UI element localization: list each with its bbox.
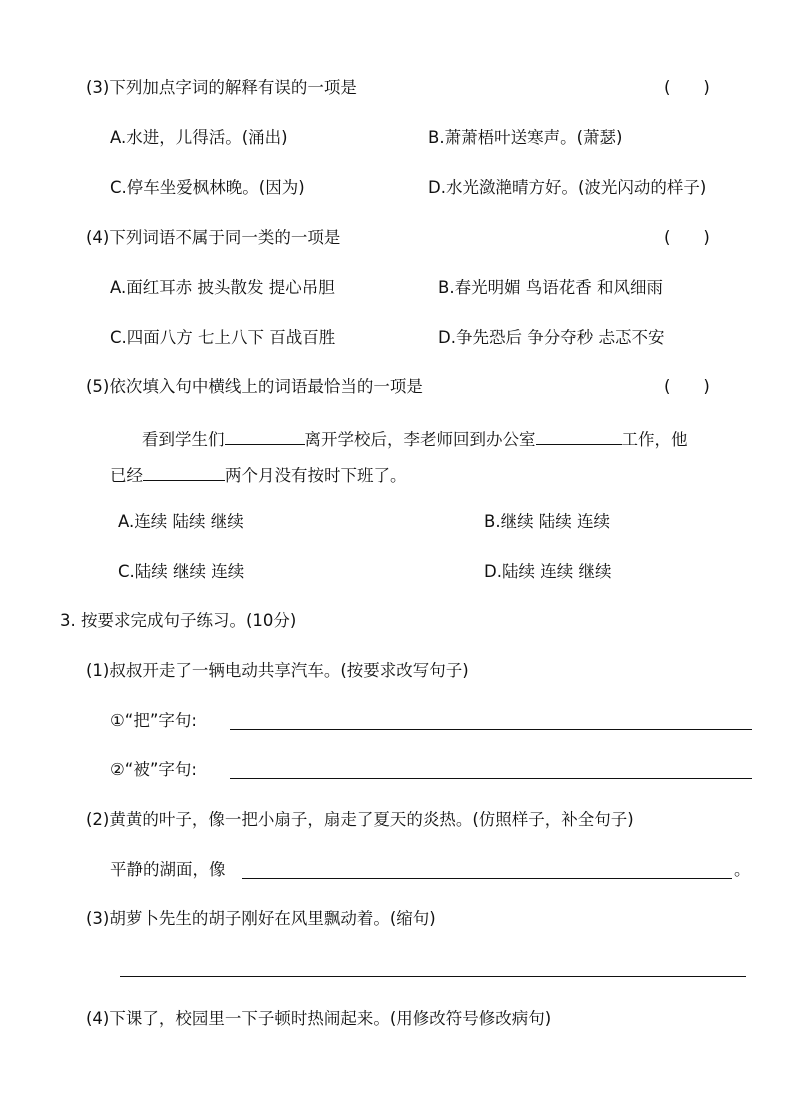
item3-stem: (3)胡萝卜先生的胡子刚好在风里飘动着。(缩句) <box>86 909 436 928</box>
section3-heading: 3. 按要求完成句子练习。(10分) <box>60 611 297 630</box>
item2-suffix: 。 <box>734 860 751 879</box>
q3-stem: (3)下列加点字词的解释有误的一项是 <box>86 78 357 97</box>
q5-option-c: C.陆续 继续 连续 <box>118 562 245 581</box>
q4-option-c: C.四面八方 七上八下 百战百胜 <box>110 328 336 347</box>
q5-blank-1[interactable] <box>225 426 305 445</box>
item1-bei-label: ②“被”字句: <box>110 760 197 779</box>
q5-stem: (5)依次填入句中横线上的词语最恰当的一项是 <box>86 377 423 396</box>
q4-option-d: D.争先恐后 争分夺秒 忐忑不安 <box>438 328 665 347</box>
item1-stem: (1)叔叔开走了一辆电动共享汽车。(按要求改写句子) <box>86 661 469 680</box>
q4-option-a: A.面红耳赤 披头散发 提心吊胆 <box>110 278 335 297</box>
item4-stem: (4)下课了，校园里一下子顿时热闹起来。(用修改符号修改病句) <box>86 1009 552 1028</box>
q5-option-d: D.陆续 连续 继续 <box>484 562 612 581</box>
q5-blank-3[interactable] <box>143 462 225 481</box>
item3-answer-line[interactable] <box>120 976 746 977</box>
q5-sentence-part4: 已经 <box>110 466 143 485</box>
item1-ba-answer-line[interactable] <box>230 729 752 730</box>
q5-sentence-line1 <box>142 426 688 451</box>
q4-answer-paren: ( ) <box>664 228 710 247</box>
q3-answer-paren: ( ) <box>664 78 710 97</box>
q4-stem: (4)下列词语不属于同一类的一项是 <box>86 228 341 247</box>
q3-option-b: B.萧萧梧叶送寒声。(萧瑟) <box>428 128 623 147</box>
q5-sentence-part3: 工作，他 <box>621 430 688 449</box>
item1-ba-label: ①“把”字句: <box>110 711 197 730</box>
q5-sentence-line2 <box>110 462 407 487</box>
q5-sentence-part5: 两个月没有按时下班了。 <box>225 466 407 485</box>
item2-stem: (2)黄黄的叶子，像一把小扇子，扇走了夏天的炎热。(仿照样子，补全句子) <box>86 810 634 829</box>
item2-prefix: 平静的湖面，像 <box>110 860 226 879</box>
item1-bei-answer-line[interactable] <box>230 778 752 779</box>
q5-sentence-part1: 看到学生们 <box>142 430 225 449</box>
q3-option-d: D.水光潋滟晴方好。(波光闪动的样子) <box>428 178 707 197</box>
q4-option-b: B.春光明媚 鸟语花香 和风细雨 <box>438 278 664 297</box>
q3-option-c: C.停车坐爱枫林晚。(因为) <box>110 178 305 197</box>
q5-option-a: A.连续 陆续 继续 <box>118 512 244 531</box>
item2-answer-line[interactable] <box>242 878 732 879</box>
q5-sentence-part2: 离开学校后，李老师回到办公室 <box>304 430 536 449</box>
q5-option-b: B.继续 陆续 连续 <box>484 512 611 531</box>
q5-blank-2[interactable] <box>536 426 622 445</box>
q3-option-a: A.水进，儿得活。(涌出) <box>110 128 288 147</box>
q5-answer-paren: ( ) <box>664 377 710 396</box>
